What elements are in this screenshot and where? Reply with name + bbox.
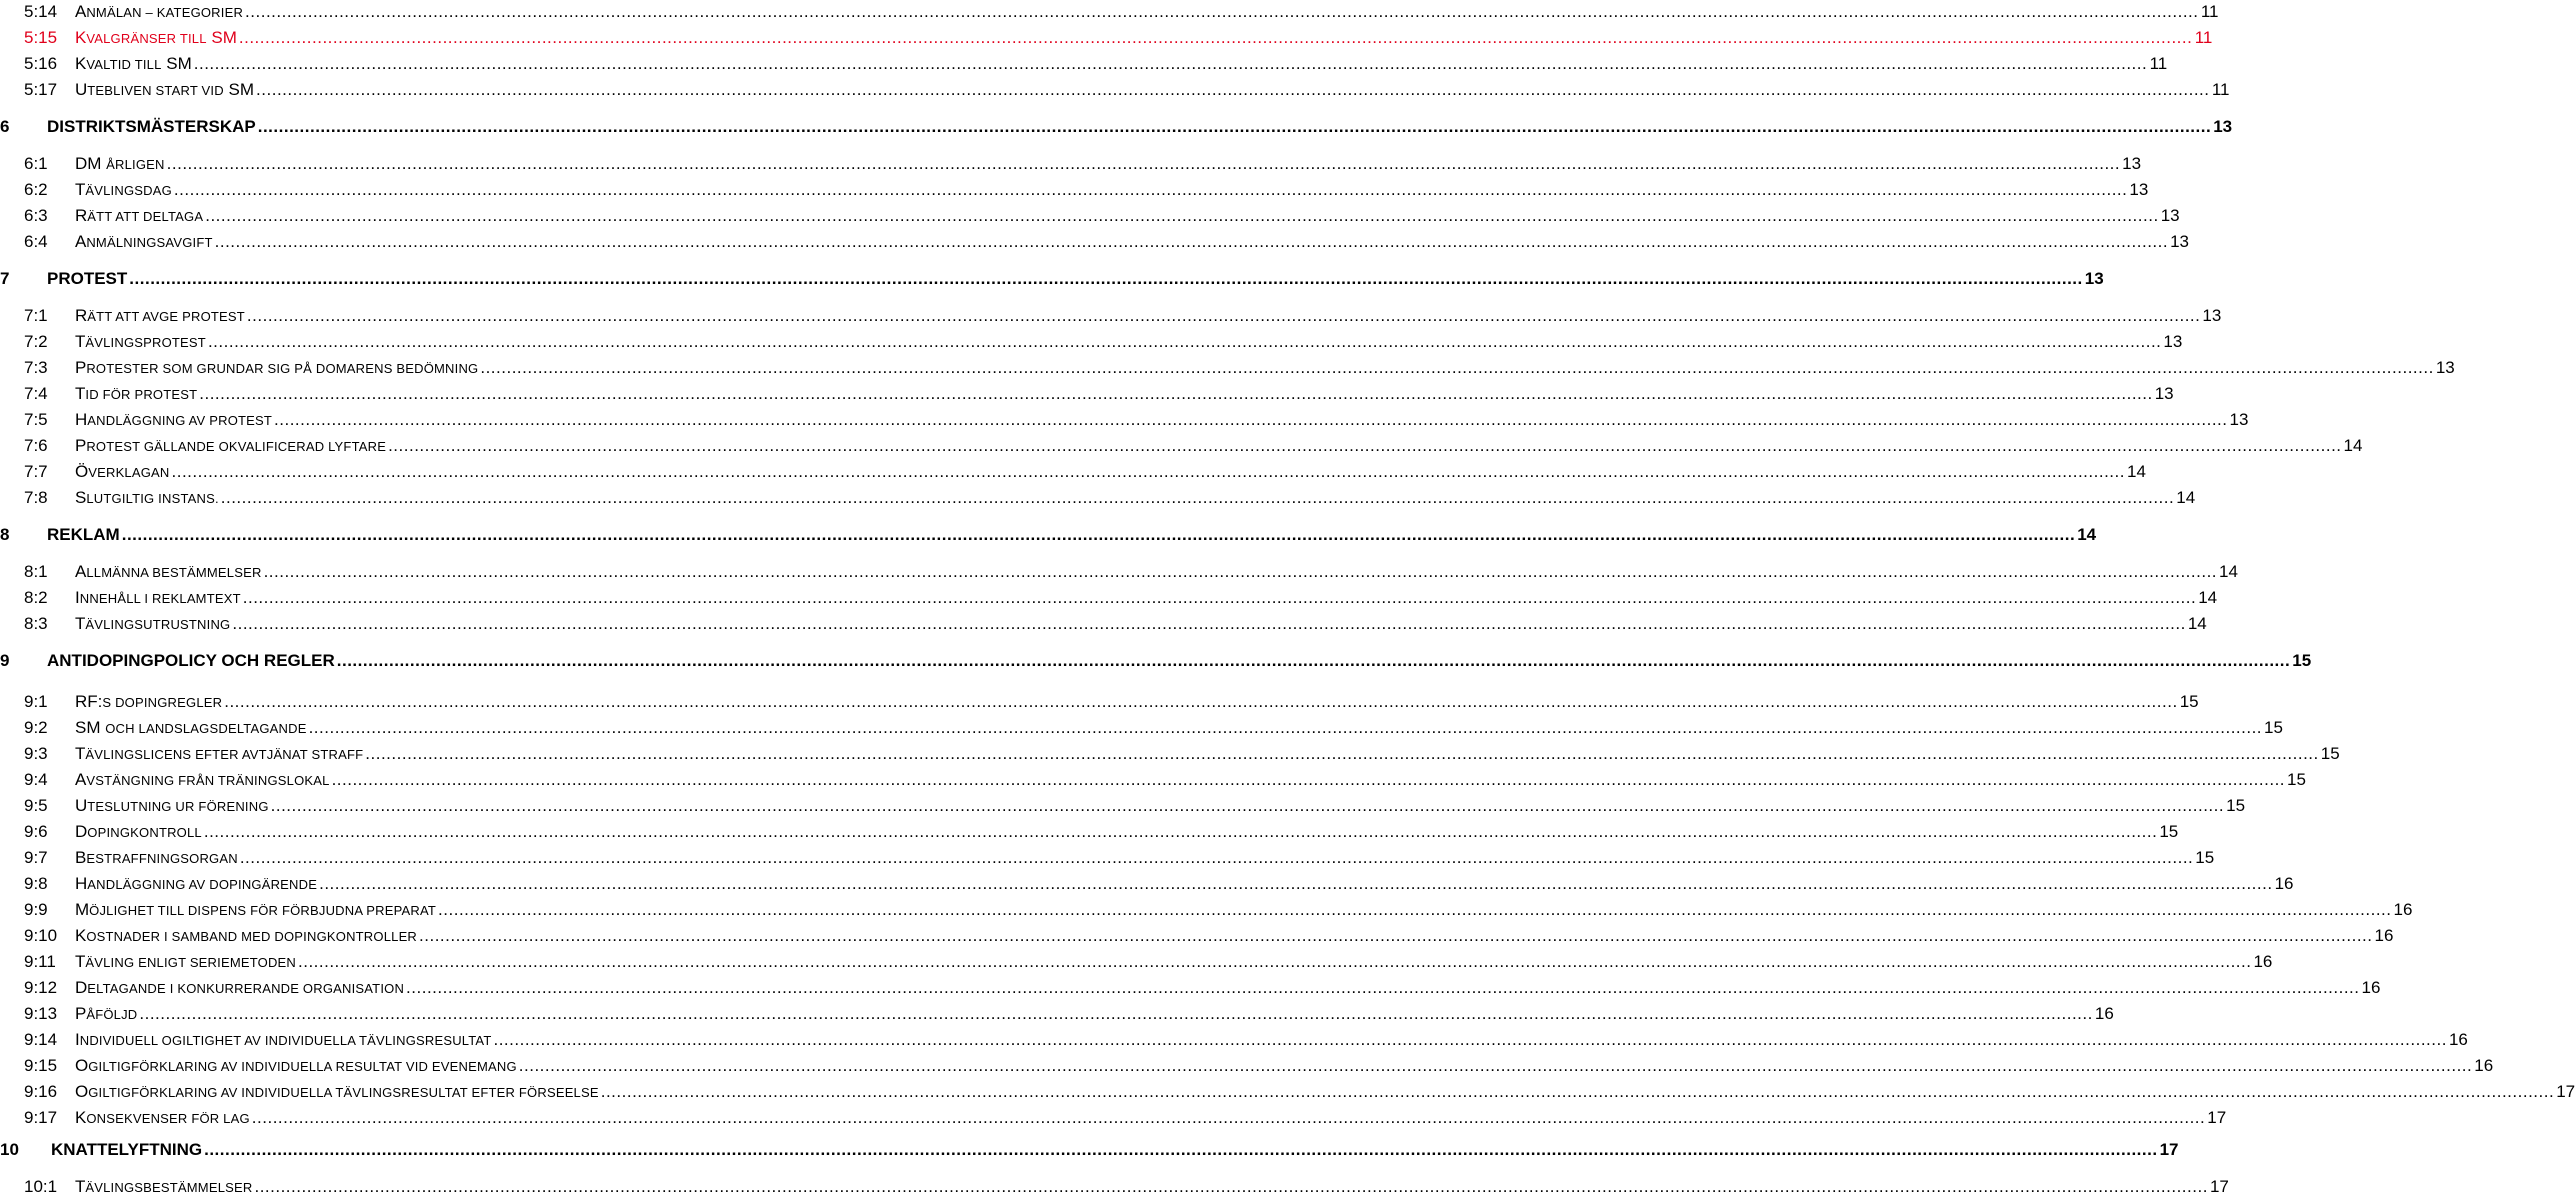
- toc-dot-leader: [203, 204, 2160, 228]
- toc-dot-leader: [120, 523, 2077, 547]
- toc-dot-leader: [213, 230, 2170, 254]
- toc-entry-number: 9:2: [24, 718, 48, 737]
- toc-entry-number: 10: [0, 1140, 19, 1159]
- toc-entry-number: 8:2: [24, 588, 48, 607]
- toc-section-entry[interactable]: [0, 356, 2455, 380]
- toc-entry-title: DOPINGKONTROLL: [75, 822, 202, 841]
- toc-dot-leader: [296, 950, 2253, 974]
- toc-page-number: 14: [2176, 488, 2196, 507]
- toc-section-entry[interactable]: [0, 178, 2149, 202]
- toc-entry-title: RÄTT ATT AVGE PROTEST: [75, 306, 245, 325]
- toc-entry-title: INDIVIDUELL OGILTIGHET AV INDIVIDUELLA TÄVLINGSRESULTAT: [75, 1030, 492, 1049]
- toc-section-entry[interactable]: [0, 820, 2179, 844]
- toc-entry-number: 9:11: [24, 952, 56, 971]
- toc-page-number: 13: [2229, 410, 2249, 429]
- toc-chapter-entry[interactable]: [0, 523, 2097, 547]
- toc-entry-number: 7:8: [24, 488, 48, 507]
- toc-section-entry[interactable]: [0, 330, 2183, 354]
- toc-dot-leader: [238, 846, 2195, 870]
- toc-entry-number: 9:13: [24, 1004, 58, 1023]
- toc-dot-leader: [219, 486, 2176, 510]
- toc-section-entry[interactable]: [0, 1175, 2229, 1199]
- toc-dot-leader: [307, 716, 2264, 740]
- toc-entry-title: SLUTGILTIG INSTANS.: [75, 488, 219, 507]
- toc-dot-leader: [252, 1175, 2209, 1199]
- toc-page-number: 13: [2160, 206, 2180, 225]
- toc-page-number: 13: [2213, 117, 2233, 136]
- toc-page-number: 13: [2163, 332, 2183, 351]
- toc-dot-leader: [404, 976, 2361, 1000]
- toc-dot-leader: [237, 26, 2194, 50]
- toc-entry-number: 9:4: [24, 770, 48, 789]
- toc-dot-leader: [230, 612, 2187, 636]
- toc-section-entry[interactable]: [0, 1106, 2227, 1130]
- toc-entry-title: ANMÄLNINGSAVGIFT: [75, 232, 213, 251]
- toc-entry-number: 8: [0, 525, 10, 544]
- toc-section-entry[interactable]: [0, 408, 2249, 432]
- toc-entry-number: 9: [0, 651, 10, 670]
- toc-dot-leader: [165, 152, 2122, 176]
- toc-page-number: 11: [2211, 80, 2230, 99]
- toc-page-number: 15: [2320, 744, 2340, 763]
- toc-dot-leader: [202, 820, 2159, 844]
- toc-section-entry[interactable]: [0, 1054, 2494, 1078]
- toc-entry-number: 6:4: [24, 232, 48, 251]
- toc-dot-leader: [202, 1138, 2159, 1162]
- toc-page-number: 16: [2393, 900, 2413, 919]
- toc-section-entry[interactable]: [0, 690, 2199, 714]
- toc-page-number: 13: [2435, 358, 2455, 377]
- toc-page-number: 13: [2154, 384, 2174, 403]
- toc-section-entry[interactable]: [0, 52, 2168, 76]
- toc-page-number: 14: [2187, 614, 2207, 633]
- toc-section-entry[interactable]: [0, 612, 2207, 636]
- toc-entry-title: KVALTID TILL SM: [75, 54, 192, 73]
- toc-page-number: 13: [2084, 269, 2104, 288]
- toc-entry-number: 7:3: [24, 358, 48, 377]
- toc-page-number: 16: [2474, 1056, 2494, 1075]
- toc-dot-leader: [170, 460, 2127, 484]
- toc-entry-number: 9:8: [24, 874, 48, 893]
- toc-entry-title: PÅFÖLJD: [75, 1004, 138, 1023]
- toc-page-number: 16: [2374, 926, 2394, 945]
- toc-entry-title: KNATTELYFTNING: [51, 1140, 203, 1159]
- toc-section-entry[interactable]: [0, 434, 2363, 458]
- toc-entry-number: 6:2: [24, 180, 48, 199]
- toc-dot-leader: [417, 924, 2374, 948]
- toc-section-entry[interactable]: [0, 1080, 2575, 1104]
- toc-entry-number: 9:5: [24, 796, 48, 815]
- toc-entry-title: TÄVLING ENLIGT SERIEMETODEN: [75, 952, 296, 971]
- toc-entry-title: DISTRIKTSMÄSTERSKAP: [47, 117, 256, 136]
- toc-section-entry[interactable]: [0, 1002, 2114, 1026]
- toc-dot-leader: [330, 768, 2287, 792]
- toc-dot-leader: [386, 434, 2343, 458]
- toc-entry-title: UTEBLIVEN START VID SM: [75, 80, 255, 99]
- toc-page-number: 11: [2194, 28, 2213, 47]
- toc-page-number: 14: [2343, 436, 2363, 455]
- toc-entry-number: 5:14: [24, 2, 58, 21]
- toc-section-entry[interactable]: [0, 152, 2142, 176]
- toc-dot-leader: [262, 560, 2219, 584]
- toc-entry-title: KONSEKVENSER FÖR LAG: [75, 1108, 250, 1127]
- toc-entry-number: 9:3: [24, 744, 48, 763]
- toc-dot-leader: [478, 356, 2435, 380]
- toc-dot-leader: [222, 690, 2179, 714]
- toc-entry-title: OGILTIGFÖRKLARING AV INDIVIDUELLA RESULTAT VID EVENEMANG: [75, 1056, 517, 1075]
- toc-entry-title: ALLMÄNNA BESTÄMMELSER: [75, 562, 262, 581]
- toc-entry-number: 6: [0, 117, 10, 136]
- toc-dot-leader: [127, 267, 2084, 291]
- toc-section-entry[interactable]: [0, 230, 2190, 254]
- toc-page-number: 11: [2149, 54, 2168, 73]
- toc-section-entry[interactable]: [0, 78, 2230, 102]
- toc-page-number: 13: [2129, 180, 2149, 199]
- toc-entry-title: INNEHÅLL I REKLAMTEXT: [75, 588, 241, 607]
- toc-entry-number: 5:15: [24, 28, 58, 47]
- toc-page-number: 11: [2200, 2, 2219, 21]
- toc-entry-number: 7:5: [24, 410, 48, 429]
- toc-dot-leader: [272, 408, 2229, 432]
- toc-entry-number: 9:6: [24, 822, 48, 841]
- toc-section-entry[interactable]: [0, 1028, 2468, 1052]
- toc-entry-number: 6:3: [24, 206, 48, 225]
- toc-entry-number: 9:7: [24, 848, 48, 867]
- toc-page-number: 16: [2253, 952, 2273, 971]
- toc-entry-number: 7:6: [24, 436, 48, 455]
- toc-entry-title: HANDLÄGGNING AV DOPINGÄRENDE: [75, 874, 318, 893]
- toc-entry-title: RÄTT ATT DELTAGA: [75, 206, 204, 225]
- toc-entry-number: 7:2: [24, 332, 48, 351]
- toc-page-number: 15: [2264, 718, 2283, 737]
- toc-dot-leader: [137, 1002, 2094, 1026]
- toc-page-number: 15: [2226, 796, 2246, 815]
- toc-section-entry[interactable]: [0, 586, 2218, 610]
- toc-dot-leader: [254, 78, 2211, 102]
- toc-entry-number: 7:4: [24, 384, 48, 403]
- toc-entry-number: 6:1: [24, 154, 48, 173]
- toc-entry-title: ÖVERKLAGAN: [75, 462, 170, 481]
- toc-entry-number: 9:9: [24, 900, 48, 919]
- toc-section-entry[interactable]: [0, 898, 2413, 922]
- toc-entry-title: ANMÄLAN – KATEGORIER: [75, 2, 244, 21]
- toc-dot-leader: [245, 304, 2202, 328]
- toc-chapter-entry[interactable]: [0, 267, 2104, 291]
- toc-dot-leader: [517, 1054, 2474, 1078]
- toc-section-entry[interactable]: [0, 976, 2381, 1000]
- toc-section-entry[interactable]: [0, 872, 2294, 896]
- toc-dot-leader: [491, 1028, 2448, 1052]
- toc-entry-title: KVALGRÄNSER TILL SM: [75, 28, 237, 47]
- toc-dot-leader: [599, 1080, 2556, 1104]
- toc-entry-number: 9:12: [24, 978, 58, 997]
- toc-entry-title: PROTEST GÄLLANDE OKVALIFICERAD LYFTARE: [75, 436, 387, 455]
- toc-entry-title: PROTEST: [47, 269, 128, 288]
- toc-page-number: 15: [2179, 692, 2199, 711]
- toc-entry-number: 9:15: [24, 1056, 58, 1075]
- toc-entry-title: TID FÖR PROTEST: [75, 384, 198, 403]
- toc-entry-title: TÄVLINGSDAG: [75, 180, 172, 199]
- toc-section-entry[interactable]: [0, 486, 2196, 510]
- toc-dot-leader: [335, 649, 2292, 673]
- toc-entry-number: 8:3: [24, 614, 48, 633]
- toc-entry-number: 9:17: [24, 1108, 58, 1127]
- toc-dot-leader: [206, 330, 2163, 354]
- toc-page-number: 16: [2448, 1030, 2468, 1049]
- toc-entry-title: ANTIDOPINGPOLICY OCH REGLER: [47, 651, 335, 670]
- toc-dot-leader: [243, 0, 2200, 24]
- toc-page-number: 14: [2077, 525, 2097, 544]
- toc-section-entry[interactable]: [0, 794, 2246, 818]
- toc-entry-title: OGILTIGFÖRKLARING AV INDIVIDUELLA TÄVLINGSRESULTAT EFTER FÖRSEELSE: [75, 1082, 599, 1101]
- toc-dot-leader: [250, 1106, 2207, 1130]
- toc-entry-number: 7: [0, 269, 10, 288]
- toc-entry-number: 7:1: [24, 306, 48, 325]
- toc-entry-title: TÄVLINGSUTRUSTNING: [75, 614, 231, 633]
- toc-entry-title: RF:S DOPINGREGLER: [75, 692, 223, 711]
- toc-page-number: 16: [2094, 1004, 2114, 1023]
- toc-section-entry[interactable]: [0, 304, 2222, 328]
- toc-dot-leader: [197, 382, 2154, 406]
- toc-page-number: 17: [2159, 1140, 2179, 1159]
- toc-section-entry[interactable]: [0, 768, 2306, 792]
- toc-entry-title: PROTESTER SOM GRUNDAR SIG PÅ DOMARENS BEDÖMNING: [75, 358, 479, 377]
- toc-entry-number: 9:1: [24, 692, 48, 711]
- toc-entry-title: REKLAM: [47, 525, 120, 544]
- toc-chapter-entry[interactable]: [0, 1138, 2179, 1162]
- toc-section-entry[interactable]: [0, 204, 2180, 228]
- toc-dot-leader: [192, 52, 2149, 76]
- toc-section-entry[interactable]: [0, 382, 2174, 406]
- toc-dot-leader: [172, 178, 2129, 202]
- toc-chapter-entry[interactable]: [0, 115, 2233, 139]
- toc-entry-title: AVSTÄNGNING FRÅN TRÄNINGSLOKAL: [75, 770, 330, 789]
- toc-entry-title: TÄVLINGSLICENS EFTER AVTJÄNAT STRAFF: [75, 744, 364, 763]
- toc-entry-title: UTESLUTNING UR FÖRENING: [75, 796, 269, 815]
- toc-chapter-entry[interactable]: [0, 649, 2312, 673]
- toc-dot-leader: [256, 115, 2213, 139]
- toc-entry-number: 10:1: [24, 1177, 58, 1196]
- toc-section-entry[interactable]: [0, 26, 2213, 50]
- toc-dot-leader: [363, 742, 2320, 766]
- toc-page-number: 15: [2292, 651, 2312, 670]
- toc-dot-leader: [269, 794, 2226, 818]
- toc-entry-title: SM OCH LANDSLAGSDELTAGANDE: [75, 718, 307, 737]
- toc-page-number: 15: [2195, 848, 2215, 867]
- toc-section-entry[interactable]: [0, 0, 2219, 24]
- toc-page-number: 17: [2556, 1082, 2575, 1101]
- toc-entry-number: 9:16: [24, 1082, 58, 1101]
- toc-entry-number: 9:10: [24, 926, 58, 945]
- toc-entry-title: MÖJLIGHET TILL DISPENS FÖR FÖRBJUDNA PREPARAT: [75, 900, 437, 919]
- toc-entry-title: DM ÅRLIGEN: [75, 154, 165, 173]
- toc-page-number: 13: [2202, 306, 2222, 325]
- toc-page-number: 15: [2159, 822, 2179, 841]
- toc-section-entry[interactable]: [0, 924, 2394, 948]
- toc-entry-title: TÄVLINGSPROTEST: [75, 332, 206, 351]
- toc-page-number: 17: [2207, 1108, 2227, 1127]
- toc-page-number: 17: [2209, 1177, 2229, 1196]
- toc-page-number: 13: [2122, 154, 2142, 173]
- toc-entry-number: 8:1: [24, 562, 48, 581]
- toc-page-number: 14: [2219, 562, 2238, 581]
- toc-page-number: 14: [2198, 588, 2218, 607]
- toc-section-entry[interactable]: [0, 560, 2238, 584]
- toc-section-entry[interactable]: [0, 846, 2215, 870]
- toc-entry-title: KOSTNADER I SAMBAND MED DOPINGKONTROLLER: [75, 926, 418, 945]
- toc-entry-number: 9:14: [24, 1030, 58, 1049]
- toc-entry-title: TÄVLINGSBESTÄMMELSER: [75, 1177, 253, 1196]
- toc-entry-number: 7:7: [24, 462, 48, 481]
- toc-page-number: 15: [2287, 770, 2306, 789]
- toc-entry-number: 5:17: [24, 80, 58, 99]
- toc-page-number: 16: [2274, 874, 2294, 893]
- toc-entry-number: 5:16: [24, 54, 58, 73]
- toc-dot-leader: [317, 872, 2274, 896]
- toc-entry-title: HANDLÄGGNING AV PROTEST: [75, 410, 273, 429]
- toc-dot-leader: [241, 586, 2198, 610]
- toc-page-number: 16: [2361, 978, 2381, 997]
- toc-page-number: 13: [2170, 232, 2190, 251]
- toc-entry-title: BESTRAFFNINGSORGAN: [75, 848, 238, 867]
- toc-section-entry[interactable]: [0, 950, 2273, 974]
- toc-section-entry[interactable]: [0, 460, 2146, 484]
- toc-entry-title: DELTAGANDE I KONKURRERANDE ORGANISATION: [75, 978, 405, 997]
- toc-page-number: 14: [2126, 462, 2146, 481]
- toc-section-entry[interactable]: [0, 742, 2340, 766]
- toc-dot-leader: [436, 898, 2393, 922]
- toc-section-entry[interactable]: [0, 716, 2283, 740]
